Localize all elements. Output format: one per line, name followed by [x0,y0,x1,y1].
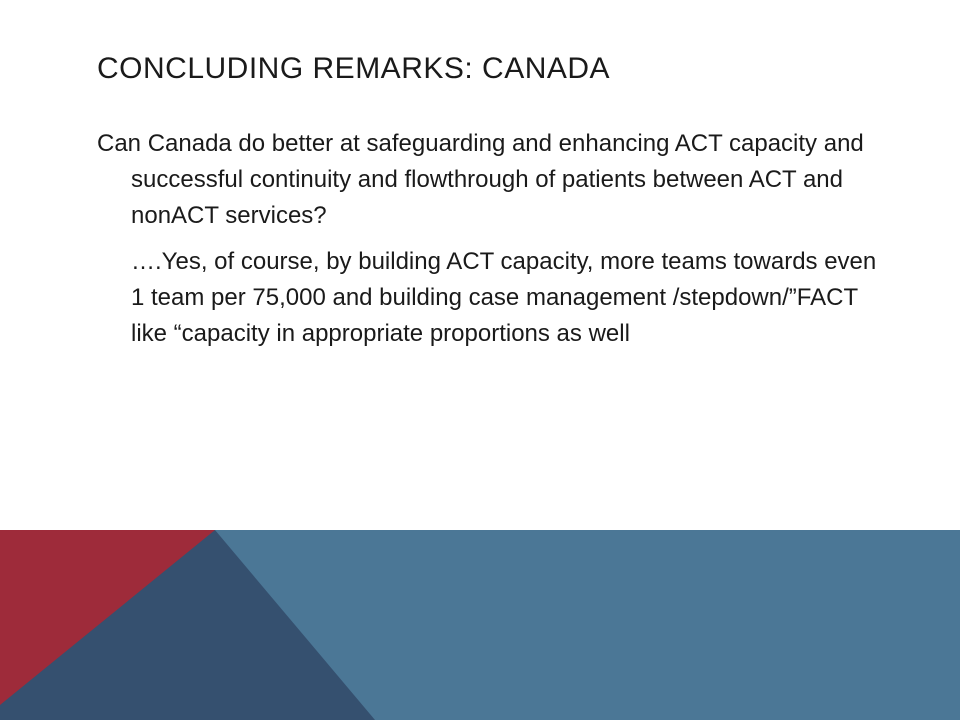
slide-title: CONCLUDING REMARKS: CANADA [97,52,611,85]
decorative-footer-band [0,530,960,720]
body-paragraph-answer: ….Yes, of course, by building ACT capacity, more teams towards even 1 team per 75,000 and building case management /stepdown/”FACT like “capacity in appropriate proportions as well [131,248,877,347]
body-paragraph-question: Can Canada do better at safeguarding and enhancing ACT capacity and successful continuity and flowthrough of patients between ACT and nonACT services? [97,130,864,229]
slide-body [97,126,877,362]
